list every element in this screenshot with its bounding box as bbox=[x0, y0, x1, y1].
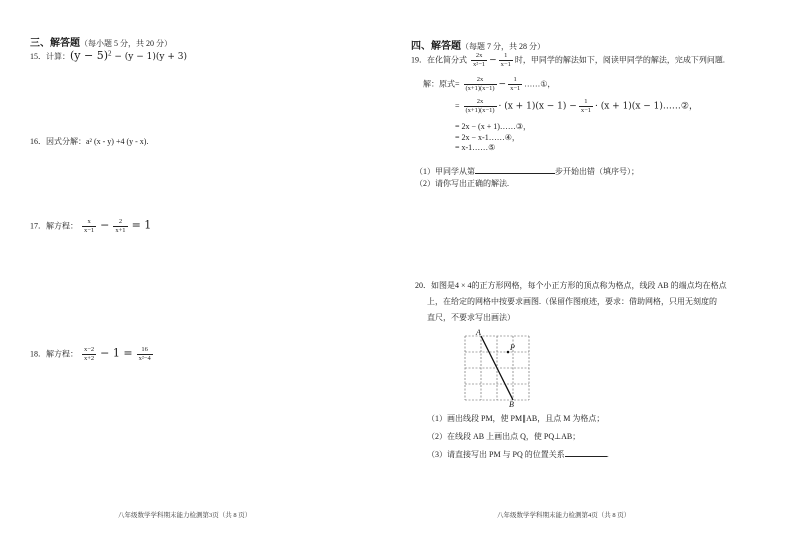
q19-fraction-2: $\frac{1}{x-1}$ bbox=[500, 52, 511, 68]
solution-step-3: = 2x − (x + 1)……③， bbox=[455, 122, 532, 131]
solution-step-2 bbox=[455, 98, 698, 115]
q19-part-2: （2）请你写出正确的解法. bbox=[415, 179, 509, 188]
q17-fraction-2: $\frac{2}{x+1}$ bbox=[115, 218, 126, 234]
s2-fraction-2: $\frac{1}{x-1}$ bbox=[580, 98, 591, 114]
q15-expr-b: − (y − 1)(y + 3) bbox=[111, 52, 187, 62]
right-page bbox=[397, 0, 794, 543]
s1-fraction-2: $\frac{1}{x-1}$ bbox=[510, 76, 521, 92]
solution-label: 解：原式= bbox=[423, 79, 460, 89]
q18-label: 18．解方程： bbox=[30, 349, 78, 359]
solution-step-4: = 2x − x-1……④， bbox=[455, 133, 520, 142]
q20-part-2: （2）在线段 AB 上画出点 Q，使 PQ⊥AB； bbox=[427, 432, 581, 441]
grid-figure[interactable] bbox=[457, 326, 537, 408]
q20-part-3 bbox=[427, 449, 609, 460]
q20-answer-blank[interactable] bbox=[565, 456, 607, 457]
q17-fraction-1: $\frac{x}{x-1}$ bbox=[84, 218, 95, 234]
q19-fraction-1: $\frac{2x}{\text{x²−1}}$ bbox=[473, 52, 486, 68]
q17-rhs: = 1 bbox=[131, 218, 152, 232]
point-p bbox=[507, 351, 510, 354]
question-19 bbox=[411, 52, 725, 69]
q16-expr: a² (x - y) +4 (y - x). bbox=[86, 137, 149, 146]
q19-label: 19．在化简分式 bbox=[411, 55, 467, 65]
question-15 bbox=[30, 49, 187, 62]
label-a: A bbox=[476, 328, 481, 337]
q17-minus: − bbox=[100, 218, 110, 232]
q20-part-3-end: . bbox=[606, 450, 609, 459]
q20-line-3: 直尺，不要求写出画法） bbox=[427, 313, 515, 322]
q18-fraction-2: $\frac{16}{\text{x²−4}}$ bbox=[138, 346, 151, 362]
section-4-note: （每题 7 分，共 28 分） bbox=[461, 42, 545, 51]
s2-equals: = bbox=[455, 101, 460, 111]
s2-fraction-1: $\frac{2x}{(x+1)(x-1)}$ bbox=[465, 98, 495, 114]
solution-step-5: = x-1……⑤ bbox=[455, 143, 496, 152]
q19-answer-blank[interactable] bbox=[475, 173, 555, 174]
q15-expr-a: (y − 5) bbox=[70, 49, 109, 62]
q15-label: 15．计算： bbox=[30, 52, 70, 61]
section-3-title bbox=[30, 34, 172, 49]
s2-tail: · (x + 1)(x − 1)……②， bbox=[595, 101, 698, 112]
section-3-heading: 三、解答题 bbox=[30, 38, 80, 49]
s1-minus: − bbox=[498, 79, 507, 90]
q17-label: 17．解方程： bbox=[30, 221, 78, 231]
section-3-note: （每小题 5 分，共 20 分） bbox=[80, 39, 172, 48]
solution-step-1 bbox=[423, 76, 555, 93]
q19-suffix: 时，甲同学的解法如下，阅读甲同学的解法，完成下列问题. bbox=[514, 55, 725, 65]
right-footer: 八年级数学学科期末能力检测第4页（共 8 页） bbox=[497, 512, 631, 519]
q15-exponent: 2 bbox=[108, 49, 112, 58]
section-4-title bbox=[411, 37, 545, 52]
q19-part-1-text: （1）甲同学从第 bbox=[415, 167, 475, 176]
q18-middle: − 1 = bbox=[100, 346, 133, 360]
section-4-heading: 四、解答题 bbox=[411, 41, 461, 52]
q16-label: 16．因式分解： bbox=[30, 137, 86, 146]
s1-fraction-1: $\frac{2x}{(x+1)(x-1)}$ bbox=[465, 76, 495, 92]
question-16 bbox=[30, 136, 148, 147]
q20-part-3-text: （3）请直接写出 PM 与 PQ 的位置关系 bbox=[427, 450, 565, 459]
label-b: B bbox=[509, 400, 514, 408]
q20-line-1: 20．如图是4 × 4的正方形网格，每个小正方形的顶点称为格点，线段 AB 的端点均在格点 bbox=[415, 281, 727, 290]
s2-middle: · (x + 1)(x − 1) − bbox=[498, 101, 577, 112]
q19-part-1-tail: 步开始出错（填序号）； bbox=[555, 167, 639, 176]
question-17 bbox=[30, 218, 151, 235]
q20-line-2: 上，在给定的网格中按要求画图.（保留作图痕迹，要求：借助网格，只用无刻度的 bbox=[427, 297, 717, 306]
q19-minus: − bbox=[489, 55, 497, 66]
q19-part-1 bbox=[415, 166, 639, 177]
question-18 bbox=[30, 346, 155, 363]
q20-part-1: （1）画出线段 PM，使 PM∥AB，且点 M 为格点； bbox=[427, 414, 605, 423]
label-p: P bbox=[510, 343, 515, 352]
s1-mark: ……①， bbox=[524, 79, 556, 89]
left-footer: 八年级数学学科期末能力检测第3页（共 8 页） bbox=[118, 512, 252, 519]
q18-fraction-1: $\frac{x-2}{x+2}$ bbox=[84, 346, 95, 362]
